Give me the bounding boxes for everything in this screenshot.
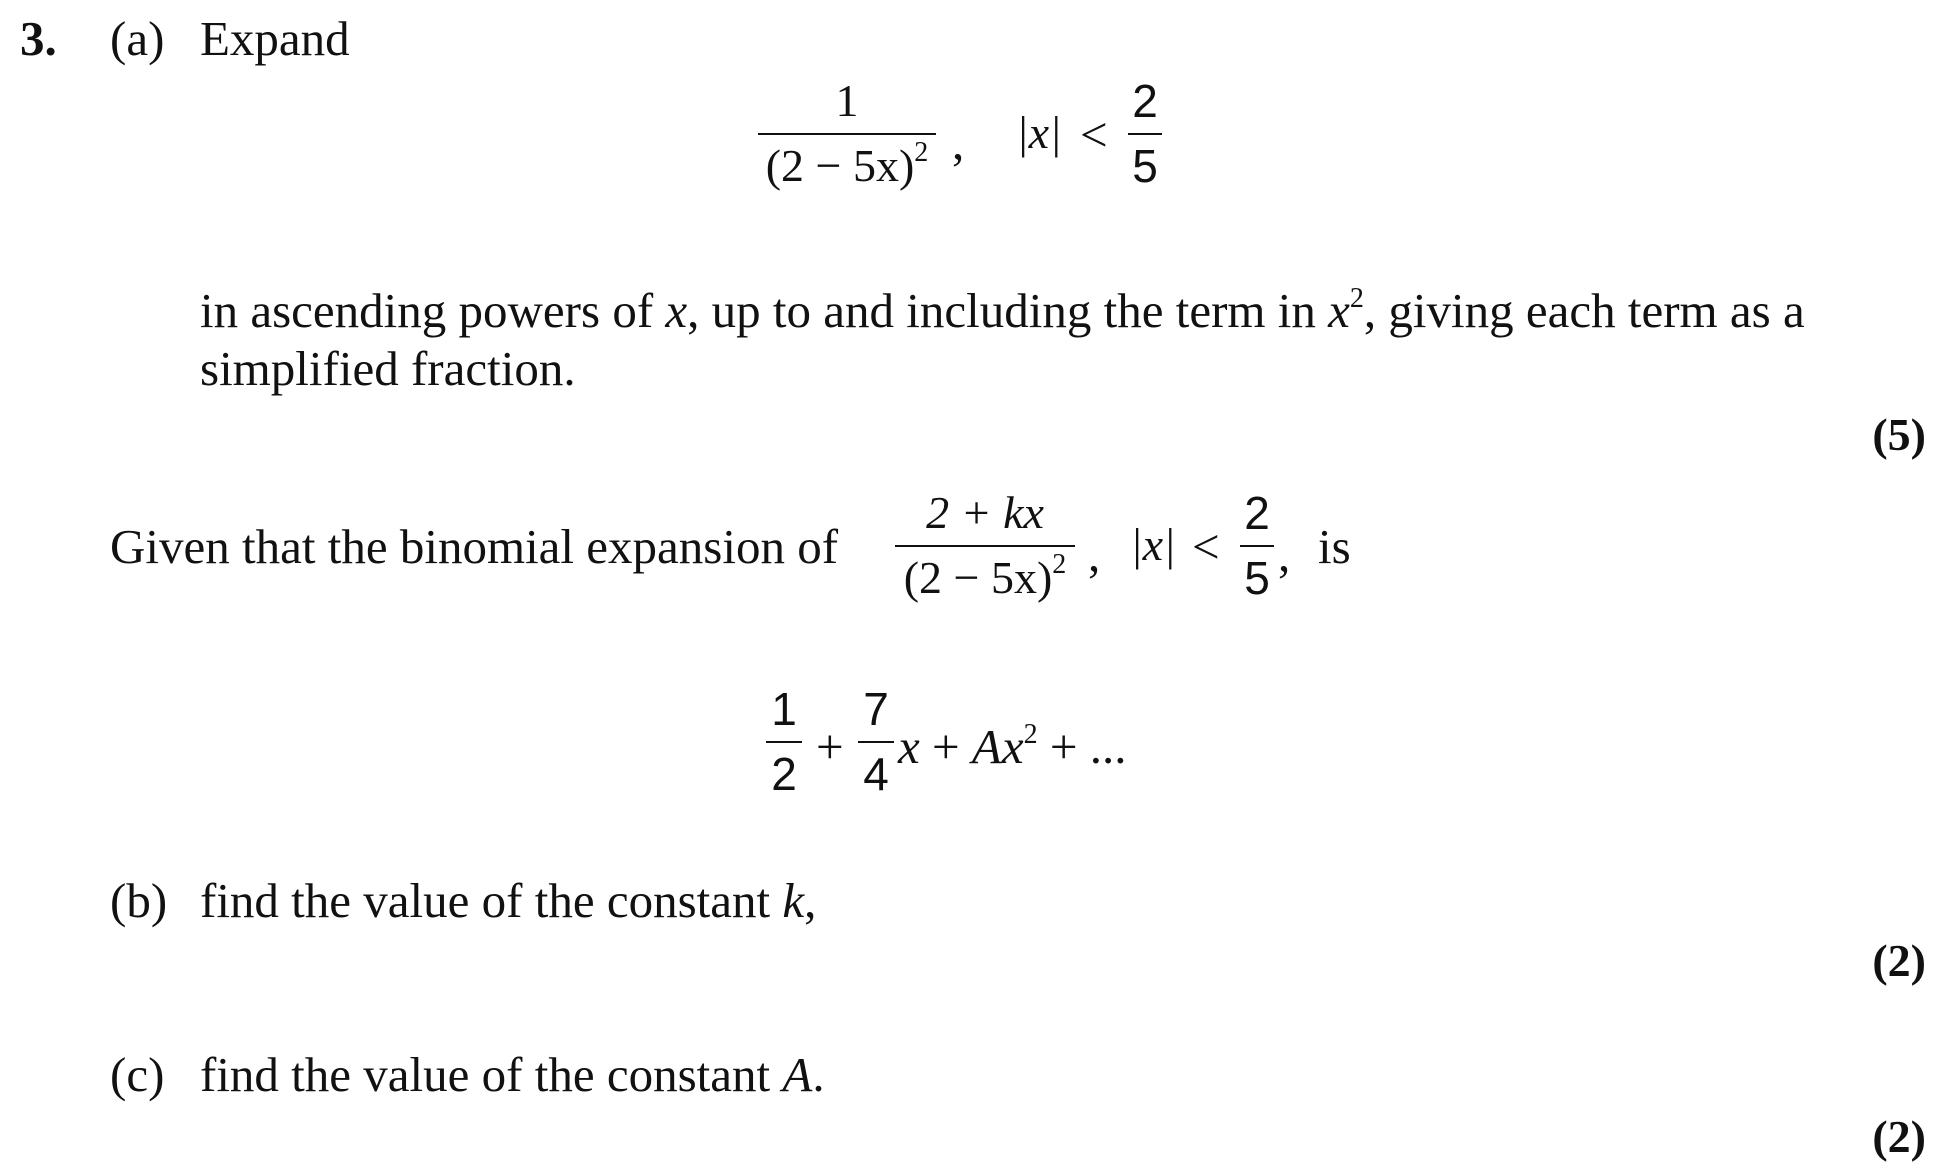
part-b-label: (b): [110, 873, 168, 928]
expansion-term1-denominator: 2: [771, 748, 797, 800]
part-a-fraction: [758, 75, 936, 191]
given-text: Given that the binomial expansion of: [110, 519, 839, 574]
part-c-text-post: .: [812, 1047, 825, 1102]
part-b-text-post: ,: [804, 873, 817, 928]
part-a-condition-denominator: 5: [1132, 140, 1158, 192]
given-fraction-denominator: [903, 549, 1067, 603]
part-a-text-line1-pow: 2: [1349, 283, 1364, 314]
question-number: 3.: [20, 11, 57, 66]
given-denominator-power: 2: [1052, 549, 1067, 580]
part-b-marks: (2): [1872, 935, 1926, 986]
part-c-text: [200, 1047, 825, 1102]
expansion-term2-denominator: 4: [863, 748, 889, 800]
expansion-term2-numerator: 7: [863, 683, 889, 735]
part-a-separator: ,: [952, 115, 965, 170]
given-condition-denominator: 5: [1244, 552, 1270, 604]
given-condition-lt: <: [1192, 519, 1220, 574]
part-a-text-line1: [200, 283, 1805, 338]
fraction-bar: [766, 741, 802, 743]
expansion-rest-pow: 2: [1023, 719, 1038, 750]
expansion-rest: [898, 719, 1127, 774]
expansion-rest-var: x: [898, 719, 920, 774]
expansion-rest-plus: +: [919, 719, 972, 774]
part-a-fraction-numerator: 1: [835, 75, 859, 126]
part-c-var: A: [782, 1047, 813, 1102]
fraction-bar: [895, 545, 1075, 547]
part-a-marks: (5): [1872, 409, 1926, 460]
given-denominator-base: (2 − 5x): [903, 552, 1053, 603]
expansion-term1-numerator: 1: [771, 683, 797, 735]
given-fraction-numerator: 2 + kx: [926, 487, 1044, 538]
part-b-var: k: [782, 873, 805, 928]
expansion-term1: [766, 683, 802, 800]
given-text-post: is: [1318, 519, 1351, 574]
given-condition-separator: ,: [1278, 527, 1291, 582]
fraction-bar: [758, 133, 936, 135]
fraction-bar: [1240, 545, 1274, 547]
part-b-text-pre: find the value of the constant: [200, 873, 783, 928]
given-separator: ,: [1088, 527, 1101, 582]
part-a-text-line1-pre: in ascending powers of: [200, 283, 666, 338]
part-a-instruction: Expand: [200, 11, 350, 66]
given-condition-numerator: 2: [1244, 487, 1270, 539]
part-a-text-line1-mid: , up to and including the term in: [687, 283, 1329, 338]
part-c-text-pre: find the value of the constant: [200, 1047, 783, 1102]
part-c-label: (c): [110, 1047, 165, 1102]
fraction-bar: [858, 741, 894, 743]
part-a-text-line1-post: , giving each term as a: [1363, 283, 1805, 338]
part-a-denominator-power: 2: [914, 137, 929, 168]
part-a-condition-fraction: [1128, 75, 1162, 192]
part-a-condition-abs: |x|: [1016, 107, 1062, 158]
expansion-term2: [858, 683, 894, 800]
part-c-marks: (2): [1872, 1111, 1926, 1162]
given-fraction: [895, 487, 1075, 603]
part-a-fraction-denominator: [765, 137, 929, 191]
part-a-label: (a): [110, 11, 165, 66]
part-a-condition-lt: <: [1080, 107, 1108, 162]
part-a-denominator-base: (2 − 5x): [765, 140, 915, 191]
expansion-rest-coef: A: [971, 719, 1002, 774]
part-a-text-line1-var: x: [665, 283, 688, 338]
part-b-text: [200, 873, 817, 928]
fraction-bar: [1128, 133, 1162, 135]
expansion-rest-tail: + ...: [1037, 719, 1127, 774]
given-condition-abs: |x|: [1130, 519, 1176, 570]
part-a-text-line1-var2: x: [1328, 283, 1350, 338]
expansion-plus: +: [816, 719, 844, 774]
part-a-text-line2: simplified fraction.: [200, 341, 576, 396]
given-condition-fraction: [1240, 487, 1274, 604]
part-a-condition-numerator: 2: [1132, 75, 1158, 127]
expansion-rest-var2: x: [1001, 719, 1024, 774]
